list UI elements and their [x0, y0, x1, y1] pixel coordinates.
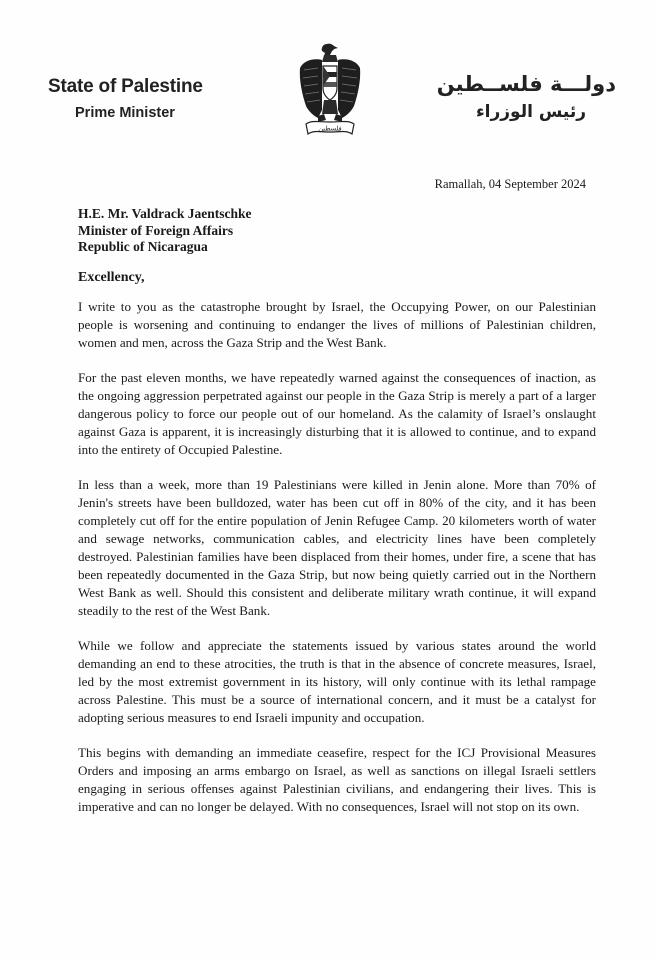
body-paragraph: I write to you as the catastrophe brought by Israel, the Occupying Power, on our Palestinian people is worsening and continuing to endanger the lives of millions of Palestinian children, women and men, across the Gaza Strip and the West Bank. — [78, 299, 596, 350]
recipient-country: Republic of Nicaragua — [78, 239, 208, 254]
eagle-of-saladin-emblem-icon — [294, 40, 366, 144]
recipient-name: H.E. Mr. Valdrack Jaentschke — [78, 206, 252, 221]
recipient-block — [78, 206, 252, 256]
letterhead-arabic — [437, 70, 616, 124]
body-paragraph: In less than a week, more than 19 Palestinians were killed in Jenin alone. More than 70% of Jenin's streets have been bulldozed, water has been cut off in 80% of the city, and it has been completely cut off for the entire population of Jenin Refugee Camp. 20 kilometers worth of water and sewage networks, communication cables, and electricity lines have been completely destroyed. Palestinian families have been displaced from their homes, under fire, a scene that has been repeatedly documented in the Gaza Strip, but now being quietly carried out in the Northern West Bank as well. Should this consistent and deliberate military wrath continue, it will expand steadily to the rest of the West Bank. — [78, 477, 596, 618]
letterhead-english — [48, 76, 203, 123]
letterhead-state-ar: دولـــة فلســطين — [436, 72, 616, 96]
body-paragraph: This begins with demanding an immediate ceasefire, respect for the ICJ Provisional Measures Orders and imposing an arms embargo on Israel, as well as sanctions on illegal Israeli settlers engaging in serious offenses against Palestinian civilians, and endangering their lives. This is imperative and can no longer be delayed. With no consequences, Israel will not stop on its own. — [78, 745, 596, 814]
letterhead-office-en: Prime Minister — [75, 105, 175, 121]
salutation: Excellency, — [78, 270, 145, 285]
letterhead-state-en: State of Palestine — [48, 76, 203, 97]
letterhead-office-ar: رئيس الوزراء — [475, 102, 586, 122]
emblem-scroll-caption: فلسطين — [318, 124, 342, 133]
body-paragraph: While we follow and appreciate the statements issued by various states around the world demanding an end to these atrocities, the truth is that in the absence of concrete measures, Israel, led by the most extremist government in its history, will only continue with its lethal rampage across Palestine. This must be a source of international concern, and it must be a catalyst for adopting serious measures to end Israeli impunity and occupation. — [78, 638, 596, 725]
letter-body — [78, 298, 596, 833]
recipient-title: Minister of Foreign Affairs — [78, 222, 234, 238]
letter-date: Ramallah, 04 September 2024 — [434, 177, 586, 191]
body-paragraph: For the past eleven months, we have repeatedly warned against the consequences of inaction, as the ongoing aggression perpetrated against our people in the Gaza Strip is merely a part of a larger dangerous policy to force our people out of our homeland. As the calamity of Israel’s onslaught against Gaza is apparent, it is increasingly disturbing that it is allowed to continue, and to expand into the entirety of Occupied Palestine. — [78, 370, 596, 457]
